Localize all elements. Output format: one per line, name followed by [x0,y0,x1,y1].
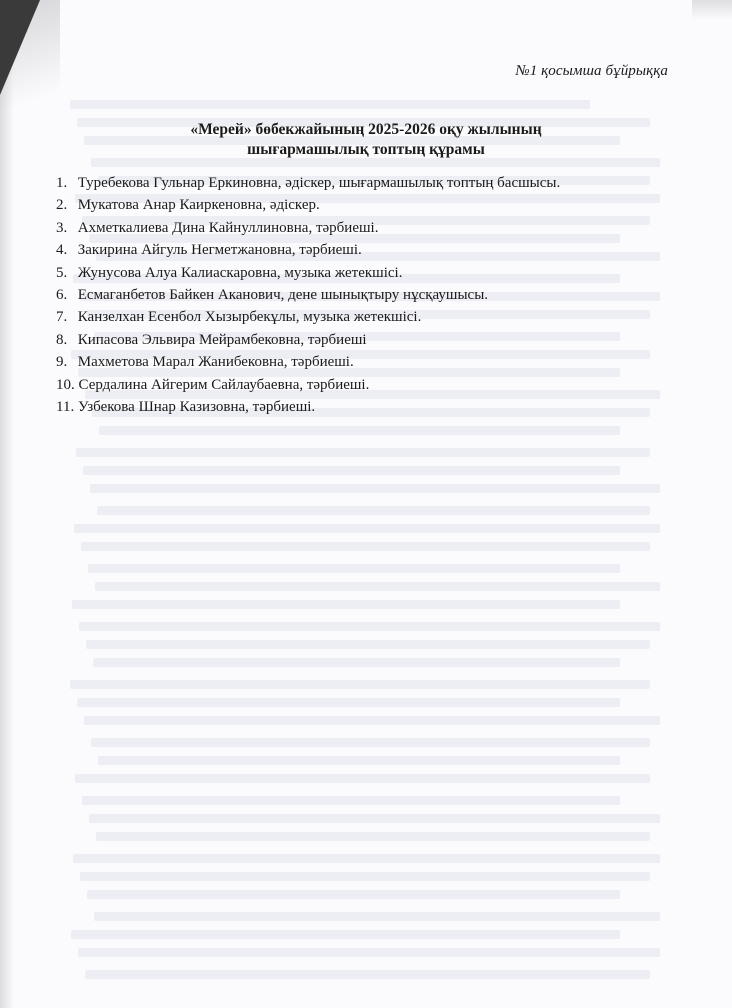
bleed-line [75,774,650,783]
bleed-line [94,912,660,921]
document-subtitle: шығармашылық топтың құрамы [247,141,485,158]
list-item [56,329,560,351]
bleed-line [93,658,620,667]
item-text: Есмаганбетов Байкен Аканович, дене шынықтыру нұсқаушысы. [77,287,489,304]
item-text: Сердалина Айгерим Сайлаубаевна, тәрбиеші. [78,376,370,393]
folded-corner [0,0,40,95]
bleed-line [97,506,650,515]
scan-corner-shadow [692,0,732,20]
bleed-line [80,872,650,881]
item-text: Канзелхан Есенбол Хызырбекұлы, музыка жетекшісі. [77,309,422,326]
list-item [56,217,560,239]
list-item [56,194,560,216]
bleed-line [88,564,620,573]
bleed-line [71,930,620,939]
bleed-line [85,970,650,979]
bleed-line [99,426,620,435]
item-text: Закирина Айгуль Негметжановна, тәрбиеші. [77,242,362,259]
appendix-note: №1 қосымша бұйрыққа [515,63,668,79]
bleed-line [84,716,660,725]
bleed-line [83,466,620,475]
list-item [56,351,560,373]
item-text: Мукатова Анар Каиркеновна, әдіскер. [77,197,320,214]
bleed-line [81,542,650,551]
list-item [56,374,560,396]
item-text: Туребекова Гульнар Еркиновна, әдіскер, шығармашылық топтың басшысы. [77,175,561,191]
bleed-line [72,600,620,609]
item-text: Кипасова Эльвира Мейрамбековна, тәрбиеші [77,331,367,348]
list-item [56,239,560,261]
bleed-line [79,622,660,631]
bleed-line [70,100,590,109]
item-text: Жунусова Алуа Калиаскаровна, музыка жетекшісі. [77,264,403,281]
item-number: 6. [56,287,68,304]
item-number: 3. [56,219,68,236]
bleed-line [77,698,620,707]
bleed-line [91,738,650,747]
bleed-line [95,582,660,591]
item-text: Махметова Марал Жанибековна, тәрбиеші. [77,354,354,371]
item-number: 10. [56,376,75,393]
bleed-line [76,448,650,457]
list-item [56,306,560,328]
item-number: 7. [56,309,68,326]
list-item [56,284,560,306]
bleed-line [74,524,660,533]
bleed-line [89,814,660,823]
item-text: Узбекова Шнар Казизовна, тәрбиеші. [77,399,316,416]
bleed-line [82,796,620,805]
item-number: 11. [56,399,75,416]
bleed-line [87,890,620,899]
document-title: «Мерей» бөбекжайының 2025-2026 оқу жылының [190,121,542,138]
bleed-line [86,640,650,649]
bleed-line [73,854,660,863]
bleed-line [90,484,660,493]
item-number: 2. [56,197,68,214]
bleed-line [96,832,650,841]
bleed-line [70,680,650,689]
item-number: 1. [56,175,68,191]
item-number: 9. [56,354,68,371]
item-number: 8. [56,331,68,348]
item-number: 5. [56,264,68,281]
item-text: Ахметкалиева Дина Кайнуллиновна, тәрбиеші. [77,219,379,236]
list-item [56,396,560,418]
members-list [56,172,560,418]
list-item [56,262,560,284]
bleed-line [98,756,620,765]
bleed-line [78,948,660,957]
item-number: 4. [56,242,68,259]
list-item [56,172,560,194]
